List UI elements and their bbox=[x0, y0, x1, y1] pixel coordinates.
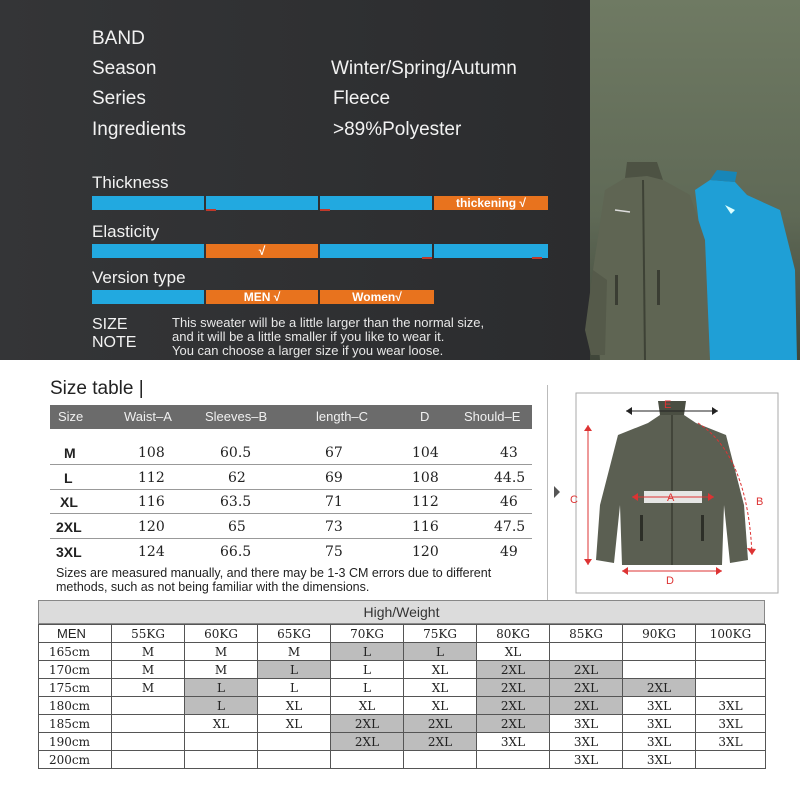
cell: 60.5 bbox=[220, 445, 252, 461]
hw-height-cell: 185cm bbox=[39, 715, 112, 733]
version-seg-1 bbox=[92, 290, 204, 304]
cell: 116 bbox=[412, 519, 439, 535]
hw-size-cell bbox=[696, 679, 766, 697]
cell: XL bbox=[60, 494, 78, 510]
cell: 62 bbox=[228, 470, 246, 486]
version-bar bbox=[92, 290, 434, 304]
hw-size-cell bbox=[112, 715, 185, 733]
version-women: Women√ bbox=[320, 290, 434, 304]
hw-header-weight: 85KG bbox=[550, 625, 623, 643]
label-a: A bbox=[667, 492, 675, 504]
hw-size-cell: XL bbox=[404, 697, 477, 715]
hw-size-cell: XL bbox=[404, 661, 477, 679]
hw-size-cell: M bbox=[112, 643, 185, 661]
cell: 67 bbox=[325, 445, 343, 461]
measurement-diagram bbox=[547, 385, 785, 600]
hw-size-cell bbox=[623, 661, 696, 679]
hw-size-cell: 2XL bbox=[331, 733, 404, 751]
cell: 63.5 bbox=[220, 494, 252, 510]
cell: 124 bbox=[138, 544, 165, 560]
hw-size-cell bbox=[112, 733, 185, 751]
hw-header-weight: 65KG bbox=[258, 625, 331, 643]
hw-size-cell bbox=[623, 643, 696, 661]
cell: 47.5 bbox=[494, 519, 526, 535]
hw-size-cell: 3XL bbox=[623, 733, 696, 751]
hw-size-cell: 3XL bbox=[623, 697, 696, 715]
hw-row bbox=[39, 751, 766, 769]
cell: 108 bbox=[138, 445, 165, 461]
hw-size-cell: M bbox=[112, 661, 185, 679]
hw-size-cell: L bbox=[331, 643, 404, 661]
hw-size-cell: M bbox=[112, 679, 185, 697]
hw-size-cell: L bbox=[258, 679, 331, 697]
tick-mark bbox=[532, 257, 542, 259]
hw-size-cell: 2XL bbox=[550, 661, 623, 679]
header-size: Size bbox=[58, 409, 84, 424]
label-d: D bbox=[666, 575, 674, 587]
hw-size-cell bbox=[112, 751, 185, 769]
thickness-title: Thickness bbox=[92, 173, 169, 192]
hw-size-cell: XL bbox=[258, 697, 331, 715]
hw-height-cell: 170cm bbox=[39, 661, 112, 679]
hw-size-cell: L bbox=[185, 697, 258, 715]
cell: 69 bbox=[325, 470, 343, 486]
size-row-m bbox=[50, 441, 532, 465]
spec-key-series: Series bbox=[92, 88, 146, 109]
hw-height-cell: 190cm bbox=[39, 733, 112, 751]
hw-size-cell: 3XL bbox=[477, 733, 550, 751]
hw-size-cell bbox=[331, 751, 404, 769]
size-note-line-1: This sweater will be a little larger than the normal size, bbox=[172, 315, 485, 330]
hw-height-cell: 200cm bbox=[39, 751, 112, 769]
header-shoulder: Should–E bbox=[464, 409, 521, 424]
label-c: C bbox=[570, 494, 578, 506]
hw-size-cell: 2XL bbox=[550, 697, 623, 715]
hw-size-cell bbox=[696, 751, 766, 769]
cell: 112 bbox=[412, 494, 439, 510]
cell: 120 bbox=[138, 519, 165, 535]
header-sleeves: Sleeves–B bbox=[205, 409, 268, 424]
size-table-title: Size table | bbox=[50, 378, 144, 399]
size-table-header bbox=[50, 405, 532, 429]
hw-size-cell bbox=[185, 751, 258, 769]
hw-size-cell: XL bbox=[185, 715, 258, 733]
band-label: BAND bbox=[92, 28, 145, 49]
hw-header-weight: 100KG bbox=[696, 625, 766, 643]
hw-height-cell: 165cm bbox=[39, 643, 112, 661]
version-title: Version type bbox=[92, 268, 186, 287]
size-note-line-2: and it will be a little smaller if you like to wear it. bbox=[172, 329, 445, 344]
tick-mark bbox=[422, 257, 432, 259]
hw-header-row bbox=[39, 625, 766, 643]
hw-size-cell: 3XL bbox=[623, 751, 696, 769]
spec-key-season: Season bbox=[92, 58, 157, 79]
thickness-bar bbox=[92, 196, 548, 210]
size-note-line-3: You can choose a larger size if you wear loose. bbox=[172, 343, 444, 358]
hw-size-cell: 2XL bbox=[331, 715, 404, 733]
hw-size-cell: 2XL bbox=[477, 679, 550, 697]
hw-size-cell bbox=[550, 643, 623, 661]
size-row-l bbox=[50, 466, 532, 490]
hw-size-cell bbox=[477, 751, 550, 769]
hw-row bbox=[39, 733, 766, 751]
spec-value-ingredients: >89%Polyester bbox=[333, 119, 462, 140]
size-note-title-1: SIZE bbox=[92, 316, 128, 333]
hw-row bbox=[39, 643, 766, 661]
hw-size-cell: 2XL bbox=[477, 697, 550, 715]
hw-row bbox=[39, 715, 766, 733]
product-spec-panel bbox=[0, 0, 800, 360]
cell: L bbox=[64, 470, 73, 486]
jacket-diagram-icon bbox=[548, 385, 786, 600]
hw-header-weight: 75KG bbox=[404, 625, 477, 643]
thickness-seg-3 bbox=[320, 196, 432, 210]
elasticity-title: Elasticity bbox=[92, 222, 160, 241]
elasticity-seg-3 bbox=[320, 244, 432, 258]
hw-size-cell: XL bbox=[404, 679, 477, 697]
cell: 104 bbox=[412, 445, 439, 461]
hw-table-title: High/Weight bbox=[38, 600, 765, 624]
cell: 75 bbox=[325, 544, 343, 560]
size-row-xl bbox=[50, 490, 532, 514]
hw-size-cell: 3XL bbox=[550, 733, 623, 751]
label-e: E bbox=[664, 399, 672, 411]
hw-size-cell: 3XL bbox=[550, 751, 623, 769]
hw-header-men: MEN bbox=[39, 625, 112, 643]
cell: 112 bbox=[138, 470, 165, 486]
header-length: length–C bbox=[316, 409, 369, 424]
cell: 66.5 bbox=[220, 544, 252, 560]
hw-size-cell bbox=[258, 733, 331, 751]
cell: 120 bbox=[412, 544, 439, 560]
hw-row bbox=[39, 679, 766, 697]
cell: 2XL bbox=[56, 519, 82, 535]
spec-value-series: Fleece bbox=[333, 88, 391, 109]
hw-size-cell: XL bbox=[477, 643, 550, 661]
hw-size-cell: 3XL bbox=[550, 715, 623, 733]
hw-size-cell: L bbox=[185, 679, 258, 697]
cell: 71 bbox=[325, 494, 343, 510]
size-row-2xl bbox=[50, 515, 532, 539]
size-note-title-2: NOTE bbox=[92, 334, 137, 351]
hw-size-cell bbox=[696, 661, 766, 679]
hw-header-weight: 55KG bbox=[112, 625, 185, 643]
hw-table bbox=[38, 624, 766, 769]
hw-size-cell: 2XL bbox=[623, 679, 696, 697]
elasticity-selected: √ bbox=[206, 244, 318, 258]
cell: 46 bbox=[500, 494, 518, 510]
label-b: B bbox=[756, 496, 764, 508]
measurement-note: Sizes are measured manually, and there may be 1-3 CM errors due to different methods, such as not being familiar with the dimensions. bbox=[56, 566, 492, 594]
thickness-selected: thickening √ bbox=[434, 196, 548, 210]
elasticity-seg-4 bbox=[434, 244, 548, 258]
spec-background bbox=[0, 0, 590, 360]
hw-size-cell: L bbox=[404, 643, 477, 661]
hw-size-cell: XL bbox=[331, 697, 404, 715]
hw-size-cell: L bbox=[331, 661, 404, 679]
hw-size-cell: 2XL bbox=[477, 715, 550, 733]
hw-size-cell: 2XL bbox=[550, 679, 623, 697]
hw-size-cell: M bbox=[185, 661, 258, 679]
hw-size-cell: 3XL bbox=[696, 715, 766, 733]
hw-header-weight: 80KG bbox=[477, 625, 550, 643]
hw-size-cell: 2XL bbox=[477, 661, 550, 679]
cell: 44.5 bbox=[494, 470, 526, 486]
hw-size-cell bbox=[696, 643, 766, 661]
elasticity-bar bbox=[92, 244, 548, 258]
size-row-3xl bbox=[50, 540, 532, 564]
hw-size-cell bbox=[258, 751, 331, 769]
hw-size-cell: M bbox=[185, 643, 258, 661]
header-waist: Waist–A bbox=[124, 409, 172, 424]
hw-height-cell: 180cm bbox=[39, 697, 112, 715]
cell: 65 bbox=[228, 519, 246, 535]
cell: 116 bbox=[138, 494, 165, 510]
elasticity-seg-1 bbox=[92, 244, 204, 258]
hw-header-weight: 60KG bbox=[185, 625, 258, 643]
thickness-seg-2 bbox=[206, 196, 318, 210]
hw-size-cell: M bbox=[258, 643, 331, 661]
hw-size-cell: 3XL bbox=[696, 733, 766, 751]
cell: 108 bbox=[412, 470, 439, 486]
header-d: D bbox=[420, 409, 430, 424]
hw-size-cell bbox=[112, 697, 185, 715]
cell: 3XL bbox=[56, 544, 82, 560]
spec-key-ingredients: Ingredients bbox=[92, 119, 187, 140]
tick-mark bbox=[206, 209, 216, 211]
hw-size-cell: L bbox=[331, 679, 404, 697]
hw-size-cell: 2XL bbox=[404, 733, 477, 751]
hw-size-cell: L bbox=[258, 661, 331, 679]
hw-header-weight: 70KG bbox=[331, 625, 404, 643]
tick-mark bbox=[320, 209, 330, 211]
cell: 73 bbox=[325, 519, 343, 535]
hw-size-cell bbox=[404, 751, 477, 769]
hw-header-weight: 90KG bbox=[623, 625, 696, 643]
jacket-photo bbox=[585, 150, 800, 360]
hw-row bbox=[39, 661, 766, 679]
hw-size-cell: 3XL bbox=[623, 715, 696, 733]
hw-size-cell: 2XL bbox=[404, 715, 477, 733]
cell: 43 bbox=[500, 445, 518, 461]
spec-value-season: Winter/Spring/Autumn bbox=[331, 58, 517, 79]
cell: 49 bbox=[500, 544, 518, 560]
hw-height-cell: 175cm bbox=[39, 679, 112, 697]
hw-size-cell bbox=[185, 733, 258, 751]
version-men: MEN √ bbox=[206, 290, 318, 304]
cell: M bbox=[64, 445, 76, 461]
hw-size-cell: 3XL bbox=[696, 697, 766, 715]
hw-size-cell: XL bbox=[258, 715, 331, 733]
thickness-seg-1 bbox=[92, 196, 204, 210]
hw-row bbox=[39, 697, 766, 715]
